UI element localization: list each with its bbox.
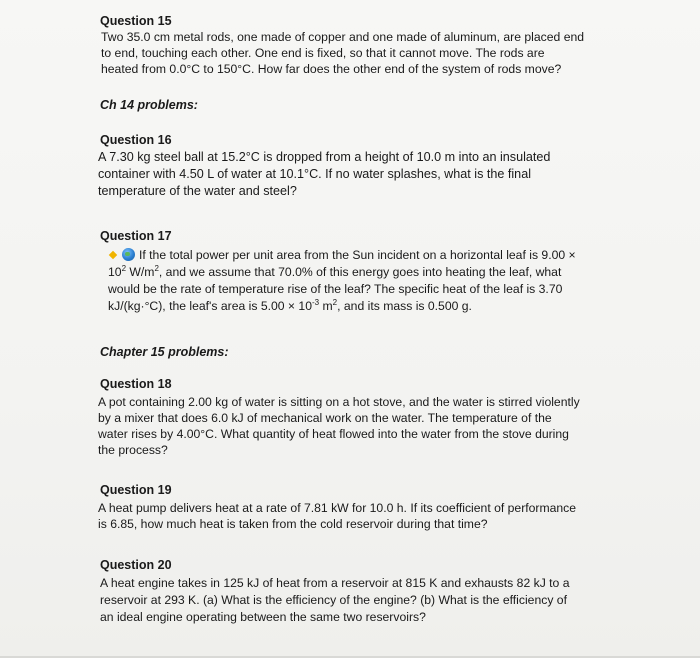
- question-17-line-2: [108, 265, 561, 280]
- question-20-line-3: an ideal engine operating between the same two reservoirs?: [100, 610, 426, 624]
- question-17-unit-m: m: [319, 299, 333, 313]
- question-15-title: Question 15: [100, 14, 172, 28]
- question-18-line-2: by a mixer that does 6.0 kJ of mechanical work on the water. The temperature of the: [98, 411, 552, 425]
- question-16-line-1: A 7.30 kg steel ball at 15.2°C is dropped from a height of 10.0 m into an insulated: [98, 150, 551, 164]
- question-18-line-4: the process?: [98, 443, 168, 457]
- question-17-base-ten: 10: [108, 265, 122, 279]
- question-19-title: Question 19: [100, 483, 172, 497]
- question-17-exponent-neg3: -3: [312, 298, 320, 307]
- ch14-heading: Ch 14 problems:: [100, 98, 198, 112]
- question-20-title: Question 20: [100, 558, 172, 572]
- question-16-line-2: container with 4.50 L of water at 10.1°C. If no water splashes, what is the final: [98, 167, 531, 181]
- question-17-exponent-2: 2: [121, 264, 127, 273]
- question-19-line-1: A heat pump delivers heat at a rate of 7.81 kW for 10.0 h. If its coefficient of performance: [98, 501, 577, 515]
- question-20-line-1: A heat engine takes in 125 kJ of heat from a reservoir at 815 K and exhausts 82 kJ to a: [100, 576, 570, 590]
- question-17-line-3: would be the rate of temperature rise of the leaf? The specific heat of the leaf is 3.70: [108, 282, 563, 296]
- question-15-line-1: Two 35.0 cm metal rods, one made of copper and one made of aluminum, are placed end: [101, 30, 585, 44]
- question-18-title: Question 18: [100, 377, 172, 391]
- question-19-line-2: is 6.85, how much heat is taken from the cold reservoir during that time?: [98, 517, 488, 531]
- question-15-line-2: to end, touching each other. One end is fixed, so that it cannot move. The rods are: [101, 46, 545, 60]
- question-16-title: Question 16: [100, 133, 172, 147]
- question-18-line-1: A pot containing 2.00 kg of water is sitting on a hot stove, and the water is stirred violently: [98, 395, 580, 409]
- question-17-title: Question 17: [100, 229, 172, 243]
- question-17-area-exp: 2: [332, 298, 338, 307]
- question-17-line-1: If the total power per unit area from the Sun incident on a horizontal leaf is 9.00 ×: [139, 248, 576, 262]
- ch15-heading: Chapter 15 problems:: [100, 345, 229, 359]
- question-18-line-3: water rises by 4.00°C. What quantity of heat flowed into the water from the stove during: [98, 427, 569, 441]
- question-17-unit-wm: W/m: [126, 265, 155, 279]
- question-20-line-2: reservoir at 293 K. (a) What is the efficiency of the engine? (b) What is the efficiency of: [100, 593, 567, 607]
- question-15-line-3: heated from 0.0°C to 150°C. How far does the other end of the system of rods move?: [101, 62, 562, 76]
- question-17-line-2-rest: , and we assume that 70.0% of this energy goes into heating the leaf, what: [158, 265, 562, 279]
- question-17-line-4-rest: , and its mass is 0.500 g.: [337, 299, 472, 313]
- question-17-line-4: [108, 299, 472, 314]
- question-17-unit-exp: 2: [154, 264, 159, 273]
- question-17-line-4-start: kJ/(kg·°C), the leaf's area is 5.00 × 10: [108, 299, 312, 313]
- diamond-icon: [109, 251, 117, 259]
- question-16-line-3: temperature of the water and steel?: [98, 184, 297, 198]
- globe-icon: [122, 248, 135, 261]
